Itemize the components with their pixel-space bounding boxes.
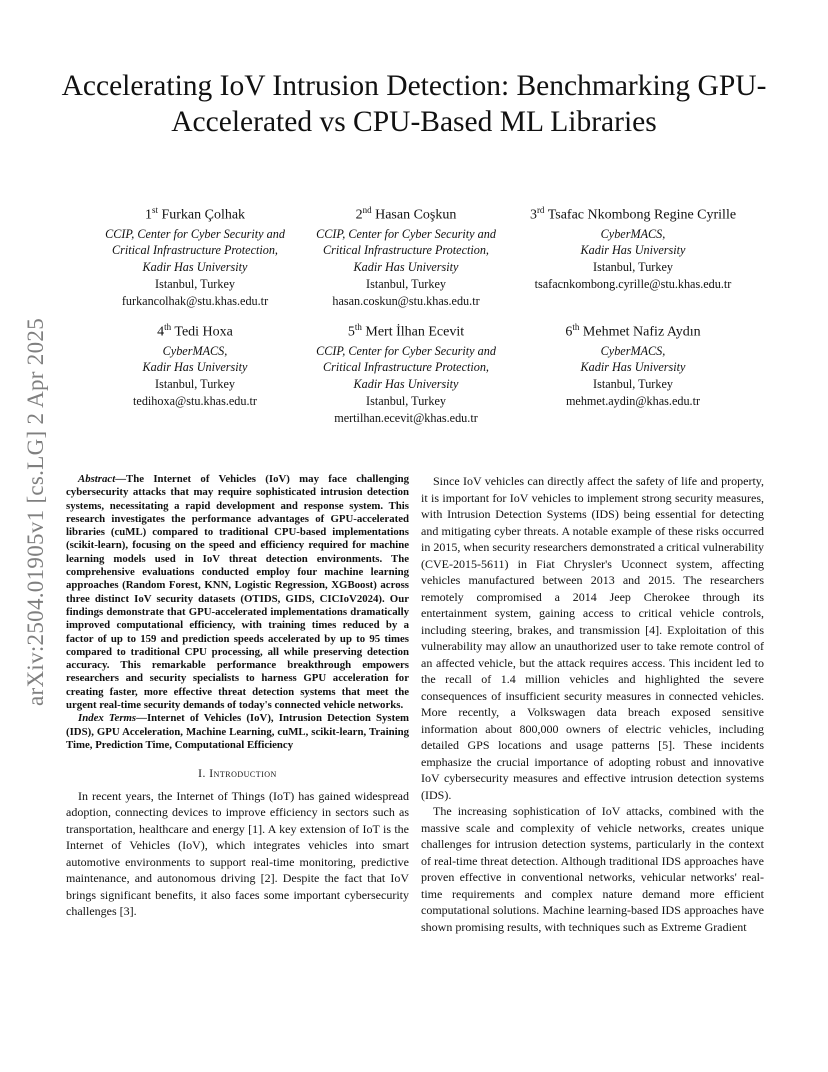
ordinal-suffix: th <box>354 322 362 332</box>
ordinal-suffix: nd <box>362 205 372 215</box>
author-name-text: Tedi Hoxa <box>174 324 233 340</box>
author-email: hasan.coskun@stu.khas.edu.tr <box>332 293 480 308</box>
section-heading <box>66 766 409 783</box>
abstract-text: —The Internet of Vehicles (IoV) may face challenging cybersecurity attacks that may require sophisticated intrusion detection systems, necessitating a rapid development and response system. This research investigates the performance advantages of GPU-accelerated libraries (cuML) compared to traditional CPU-based implementations (scikit-learn), focusing on the speed and efficiency required for machine learning models used in IoV threat detection environments. The comprehensive evaluations conducted employ four machine learning approaches (Random Forest, KNN, Logistic Regression, XGBoost) across three distinct IoV security datasets (OTIDS, GIDS, CICIoV2024). Our findings demonstrate that GPU-accelerated implementations dramatically improved computational efficiency, with training times reduced by a factor of up to 159 and prediction speeds accelerated by up to 95 times compared to traditional CPU processing, all while preserving detection accuracy. This remarkable performance breakthrough empowers researchers and security specialists to harness GPU acceleration for creating faster, more effective threat detection systems that meet the urgent real-time security demands of today's connected vehicle networks. <box>66 473 409 712</box>
author-affiliation: CyberMACS, Kadir Has University <box>580 343 686 375</box>
author-block <box>291 318 521 427</box>
body-paragraph: The increasing sophistication of IoV attacks, combined with the massive scale and complexity of vehicle networks, creates unique challenges for intrusion detection systems, particularly in the context of real-time threat detection. Although traditional IDS approaches have proven effective in conventional networks, vehicular networks' real-time requirements and complex nature demand more efficient computational solutions. Machine learning-based IDS approaches have shown promising results, with techniques such as Extreme Gradient <box>421 804 764 934</box>
author-affiliation: CyberMACS, Kadir Has University <box>142 343 248 375</box>
ordinal-suffix: th <box>164 322 172 332</box>
arxiv-identifier: arXiv:2504.01905v1 [cs.LG] 2 Apr 2025 <box>23 318 48 706</box>
author-block <box>513 201 753 293</box>
author-location: Istanbul, Turkey <box>593 377 673 392</box>
author-block <box>291 201 521 310</box>
author-name <box>80 318 310 342</box>
author-email: mertilhan.ecevit@khas.edu.tr <box>334 410 478 425</box>
author-email: furkancolhak@stu.khas.edu.tr <box>121 293 269 308</box>
author-name <box>291 318 521 342</box>
author-location: Istanbul, Turkey <box>155 277 235 292</box>
author-affiliation: CCIP, Center for Cyber Security and Critical Infrastructure Protection, Kadir Has University <box>105 226 285 275</box>
author-block <box>513 318 753 410</box>
author-email: tedihoxa@stu.khas.edu.tr <box>133 394 257 409</box>
author-block <box>80 201 310 310</box>
index-terms <box>66 712 409 752</box>
author-ordinal: 6 <box>565 324 573 340</box>
author-affiliation: CCIP, Center for Cyber Security and Critical Infrastructure Protection, Kadir Has University <box>316 343 496 392</box>
author-email: mehmet.aydin@khas.edu.tr <box>565 394 701 409</box>
author-ordinal: 5 <box>347 324 355 340</box>
author-name-text: Hasan Coşkun <box>375 207 457 223</box>
author-name-text: Mert İlhan Ecevit <box>365 324 465 340</box>
ordinal-suffix: st <box>151 205 158 215</box>
author-location: Istanbul, Turkey <box>366 394 446 409</box>
author-ordinal: 2 <box>355 207 363 223</box>
author-name <box>80 201 310 225</box>
abstract-label: Abstract <box>78 473 116 485</box>
right-column <box>421 473 764 935</box>
body-paragraph: In recent years, the Internet of Things (IoT) has gained widespread adoption, connecting devices to improve efficiency in sectors such as transportation, healthcare and energy [1]. A key extension of IoT is the Internet of Vehicles (IoV), which integrates vehicles into smart automotive environments to support real-time monitoring, predictive maintenance, and autonomous driving [2]. Despite the fact that IoV brings significant benefits, it also faces some important cybersecurity challenges [3]. <box>66 788 409 919</box>
author-affiliation: CyberMACS, Kadir Has University <box>580 226 686 258</box>
author-location: Istanbul, Turkey <box>366 277 446 292</box>
author-ordinal: 3 <box>529 207 537 223</box>
author-email: tsafacnkombong.cyrille@stu.khas.edu.tr <box>534 277 732 292</box>
index-terms-text: —Internet of Vehicles (IoV), Intrusion Detection System (IDS), GPU Acceleration, Machine Learning, cuML, scikit-learn, Training Time, Prediction Time, Computational Efficiency <box>66 712 409 751</box>
left-column <box>66 473 409 920</box>
author-name-text: Furkan Çolhak <box>161 207 246 223</box>
ordinal-suffix: th <box>572 322 580 332</box>
body-paragraph: Since IoV vehicles can directly affect the safety of life and property, it is important for IoV vehicles to implement strong security measures, with Intrusion Detection Systems (IDS) being essential for detecting and mitigating cyber threats. A notable example of these risks occurred in 2015, when security researchers demonstrated a critical vulnerability (CVE-2015-5611) in Fiat Chrysler's Uconnect system, affecting vehicles manufactured between 2013 and 2015. The researchers remotely compromised a 2014 Jeep Cherokee through its entertainment system, gaining access to critical vehicle controls, including steering, brakes, and transmission [4]. Exploitation of this vulnerability may allow an unauthorized user to take remote control of an affected vehicle, but the attack requires access. This incident led to the recall of 1.4 million vehicles and highlighted the severe consequences of insufficient security measures in connected vehicles. More recently, a Volkswagen data breach exposed sensitive information about 800,000 owners of electric vehicles, including detailed GPS locations and usage patterns [5]. These incidents emphasize the crucial importance of adopting robust and innovative IoV cybersecurity measures and effective intrusion detection systems (IDS). <box>421 474 764 802</box>
section-title: Introduction <box>209 768 277 781</box>
author-name <box>291 201 521 225</box>
author-ordinal: 4 <box>157 324 165 340</box>
index-terms-label: Index Terms <box>78 712 137 725</box>
author-ordinal: 1 <box>144 207 152 223</box>
author-location: Istanbul, Turkey <box>593 260 673 275</box>
author-location: Istanbul, Turkey <box>155 377 235 392</box>
arxiv-sidebar-stamp <box>14 262 58 762</box>
author-name <box>513 201 753 225</box>
author-name-text: Tsafac Nkombong Regine Cyrille <box>547 207 737 223</box>
author-block <box>80 318 310 410</box>
section-number: I. <box>198 768 210 781</box>
abstract <box>66 473 409 752</box>
author-name-text: Mehmet Nafiz Aydın <box>582 324 701 340</box>
abstract-paragraph <box>66 473 409 712</box>
paper-title: Accelerating IoV Intrusion Detection: Benchmarking GPU-Accelerated vs CPU-Based ML Libraries <box>61 70 767 138</box>
author-affiliation: CCIP, Center for Cyber Security and Critical Infrastructure Protection, Kadir Has University <box>316 226 496 275</box>
author-name <box>513 318 753 342</box>
ordinal-suffix: rd <box>536 205 545 215</box>
